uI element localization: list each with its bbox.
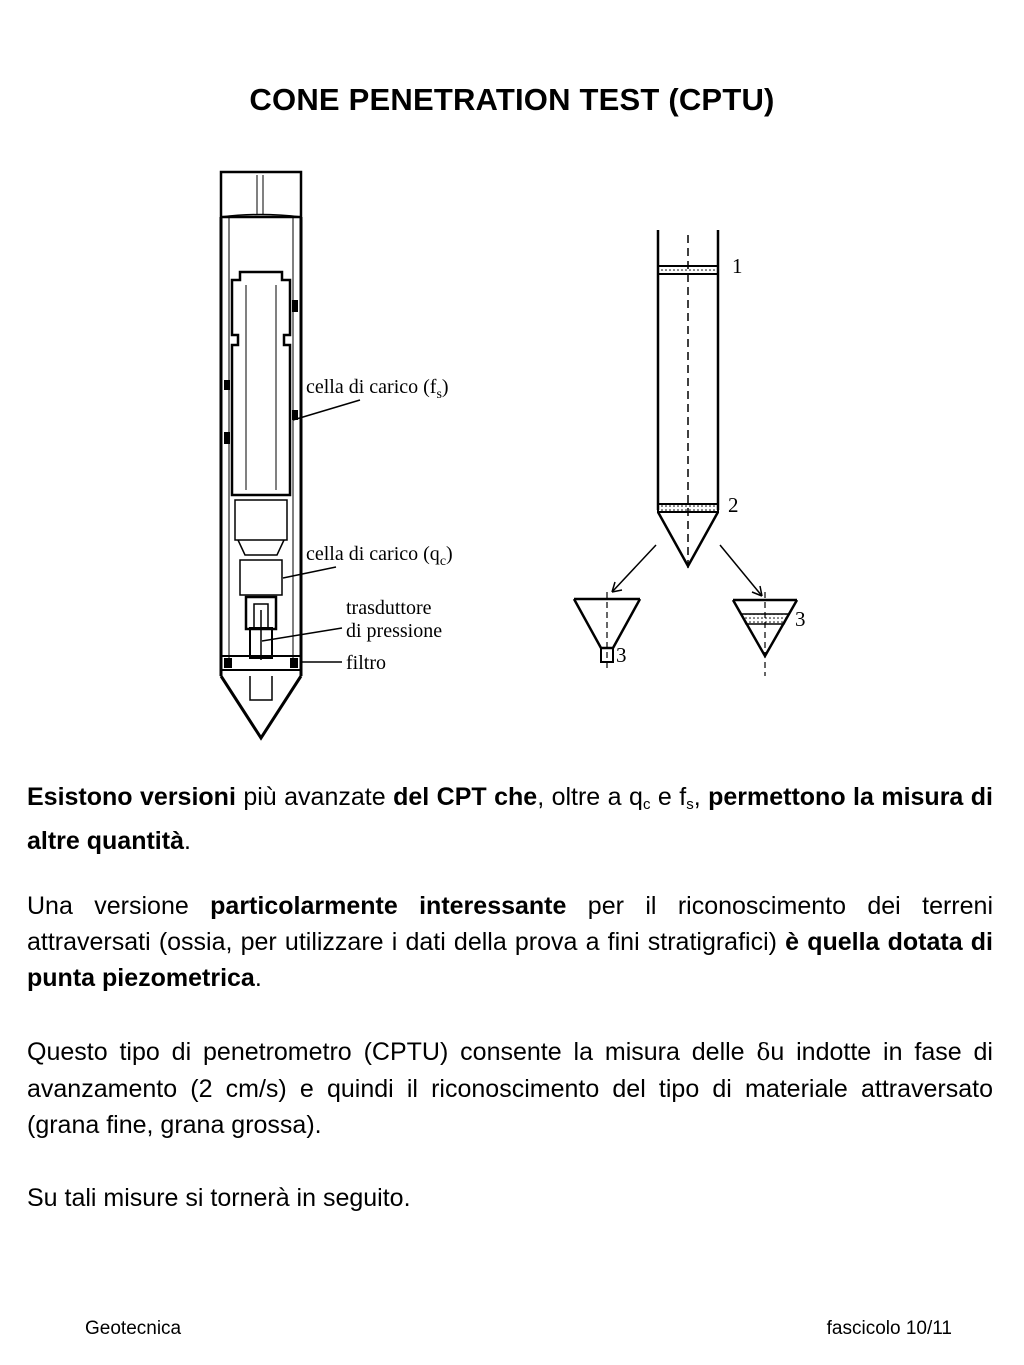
position-2-label: 2 [728, 493, 739, 517]
position-3-right-label: 3 [795, 607, 806, 631]
paragraph-follow-up: Su tali misure si tornerà in seguito. [27, 1184, 411, 1212]
qc-cell-label: cella di carico $(q_c)$ [306, 543, 453, 569]
piezocone-section [221, 172, 360, 738]
footer-course: Geotecnica [85, 1318, 182, 1339]
filter-position-labels [616, 254, 806, 667]
transducer-label-line2: di pressione [346, 620, 443, 642]
paragraph-piezometric-tip: Una versione particolarmente interessante per il riconoscimento dei terreni attraversati (ossia, per utilizzare i dati della prova a fini stratigrafici) è quella dotata di punta piezometrica. [27, 892, 993, 992]
filter-positions-schematic [574, 230, 797, 676]
fs-cell-label: cella di carico $(f_s)$ [306, 376, 449, 402]
footer-page-number: fascicolo 10/11 [826, 1318, 952, 1339]
position-3-left-label: 3 [616, 643, 627, 667]
position-1-label: 1 [732, 254, 743, 278]
paragraph-advanced-versions: Esistono versioni più avanzate del CPT che, oltre a $q_c$ e $f_s$, permettono la misura di altre quantità. [27, 783, 993, 855]
paragraph-cptu-measurement: Questo tipo di penetrometro (CPTU) consente la misura delle δu indotte in fase di avanzamento (2 cm/s) e quindi il riconoscimento del tipo di materiale attraversato (grana fine, grana grossa). [27, 1038, 993, 1139]
transducer-label-line1: trasduttore [346, 597, 432, 619]
piezocone-labels [306, 376, 453, 674]
page-title: CONE PENETRATION TEST (CPTU) [249, 82, 775, 117]
filter-label: filtro [346, 652, 386, 674]
